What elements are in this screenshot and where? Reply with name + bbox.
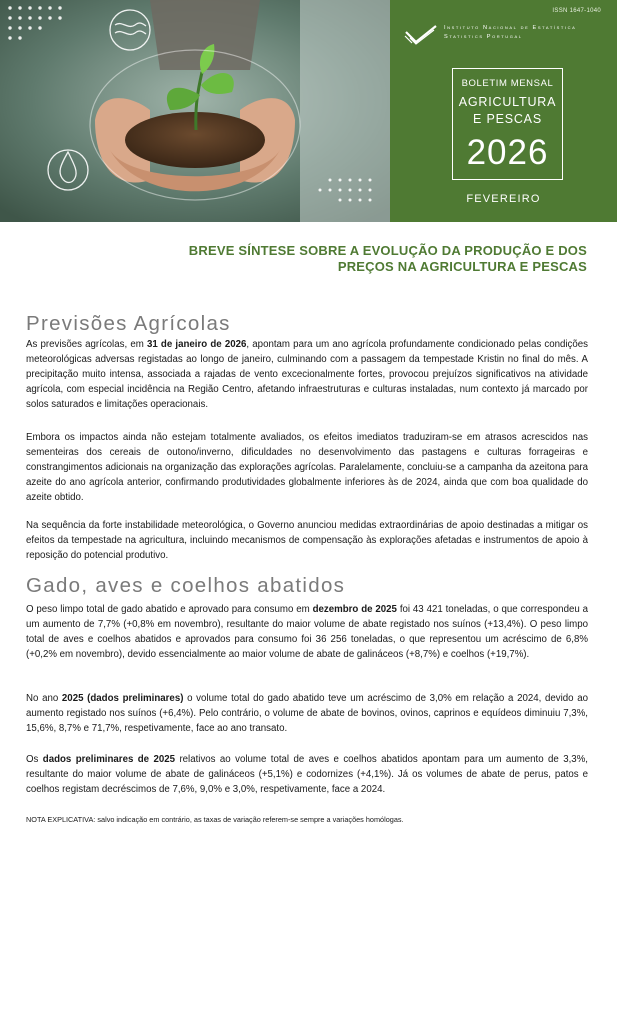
section-title-livestock: Gado, aves e coelhos abatidos — [26, 574, 346, 597]
summary-subtitle-line1: BREVE SÍNTESE SOBRE A EVOLUÇÃO DA PRODUÇÃO E DOS — [188, 243, 587, 258]
bulletin-subject-line2: E PESCAS — [473, 112, 542, 126]
paragraph: O peso limpo total de gado abatido e aprovado para consumo em dezembro de 2025 foi 43 421 toneladas, o que correspondeu a um aumento de 7,7% (+0,8% em novembro), resultante do maior volume de abate registado nos suínos (+13,4%). O peso limpo total de aves e coelhos abatidos e aprovados para consumo foi 36 256 toneladas, o que representou um acréscimo de 6,8% (+0,2% em novembro), devido essencialmente ao maior volume de abate de galináceos (+8,7%) e coelhos (+19,7%). — [26, 604, 588, 660]
hands-seedling-illustration — [0, 0, 390, 222]
cover-header — [0, 0, 617, 222]
paragraph: Na sequência da forte instabilidade meteorológica, o Governo anunciou medidas extraordinárias de apoio destinadas a mitigar os efeitos da tempestade na agricultura, incluindo mecanismos de compensação às explorações afetadas e instrumentos de apoio à reposição do potencial produtivo. — [26, 520, 588, 561]
summary-subtitle-line2: PREÇOS NA AGRICULTURA E PESCAS — [337, 259, 587, 274]
bulletin-month: FEVEREIRO — [466, 193, 541, 205]
paragraph: No ano 2025 (dados preliminares) o volume total do gado abatido teve um acréscimo de 3,0% em relação a 2024, devido ao aumento registado nos suínos (+6,4%). Pelo contrário, o volume de abate de bovinos, ovinos, caprinos e equídeos diminuiu 7,3%, 15,6%, 8,7% e 71,7%, respetivamente, face ao ano transato. — [26, 693, 589, 734]
summary-subtitle — [180, 243, 587, 275]
bulletin-title-box — [452, 68, 563, 180]
paragraph: Embora os impactos ainda não estejam totalmente avaliados, os efeitos imediatos traduziram-se em atrasos acrescidos nas sementeiras dos cereais de outono/inverno, dificuldades no desenvolvimento das pastagens e culturas forrageiras e constrangimentos adicionais na organização das explorações agrícolas. Paralelamente, concluiu-se a campanha da azeitona para azeite do ano agrícola anterior, confirmando produtividades globalmente inferiores às de 2024, ainda que com boa qualidade do azeite obtido. — [26, 432, 588, 503]
bulletin-type: BOLETIM MENSAL — [461, 78, 554, 89]
ine-logo-icon — [404, 24, 438, 46]
explanatory-note-label: NOTA EXPLICATIVA: — [26, 815, 96, 824]
explanatory-note-text: salvo indicação em contrário, as taxas de variação referem-se sempre a variações homólogas. — [95, 815, 404, 824]
bulletin-subject-line1: AGRICULTURA — [458, 95, 557, 109]
paragraph: Os dados preliminares de 2025 relativos ao volume total de aves e coelhos abatidos apontam para um aumento de 3,3%, resultante do maior volume de abate de galináceos (+5,1%) e codornizes (+4,1%). Já os volumes de abate de perus, patos e coelhos registam decréscimos de 7,6%, 9,0% e 3,0%, respetivamente, face a 2024. — [26, 754, 588, 795]
paragraph: As previsões agrícolas, em 31 de janeiro de 2026, apontam para um ano agrícola profundamente condicionado pelas condições meteorológicas adversas registadas ao longo de janeiro, culminando com a passagem da tempestade Kristin no final do mês. A precipitação muito intensa, associada a rajadas de vento excecionalmente fortes, provocou prejuízos significativos na atividade agrícola, com especial incidência na Região Centro, afetando infraestruturas e culturas instaladas, num contexto já marcado por solos saturados e limitações operacionais. — [26, 339, 588, 410]
explanatory-note — [26, 815, 404, 824]
section-title-crop-forecasts: Previsões Agrícolas — [26, 312, 231, 335]
issn-label: ISSN 1647-1040 — [552, 8, 601, 14]
cover-title-panel — [390, 0, 617, 222]
cover-photo — [0, 0, 390, 222]
bulletin-year: 2026 — [466, 133, 549, 172]
institute-name-english: Statistics Portugal — [444, 34, 523, 40]
institute-name: Instituto Nacional de Estatística — [444, 25, 577, 31]
